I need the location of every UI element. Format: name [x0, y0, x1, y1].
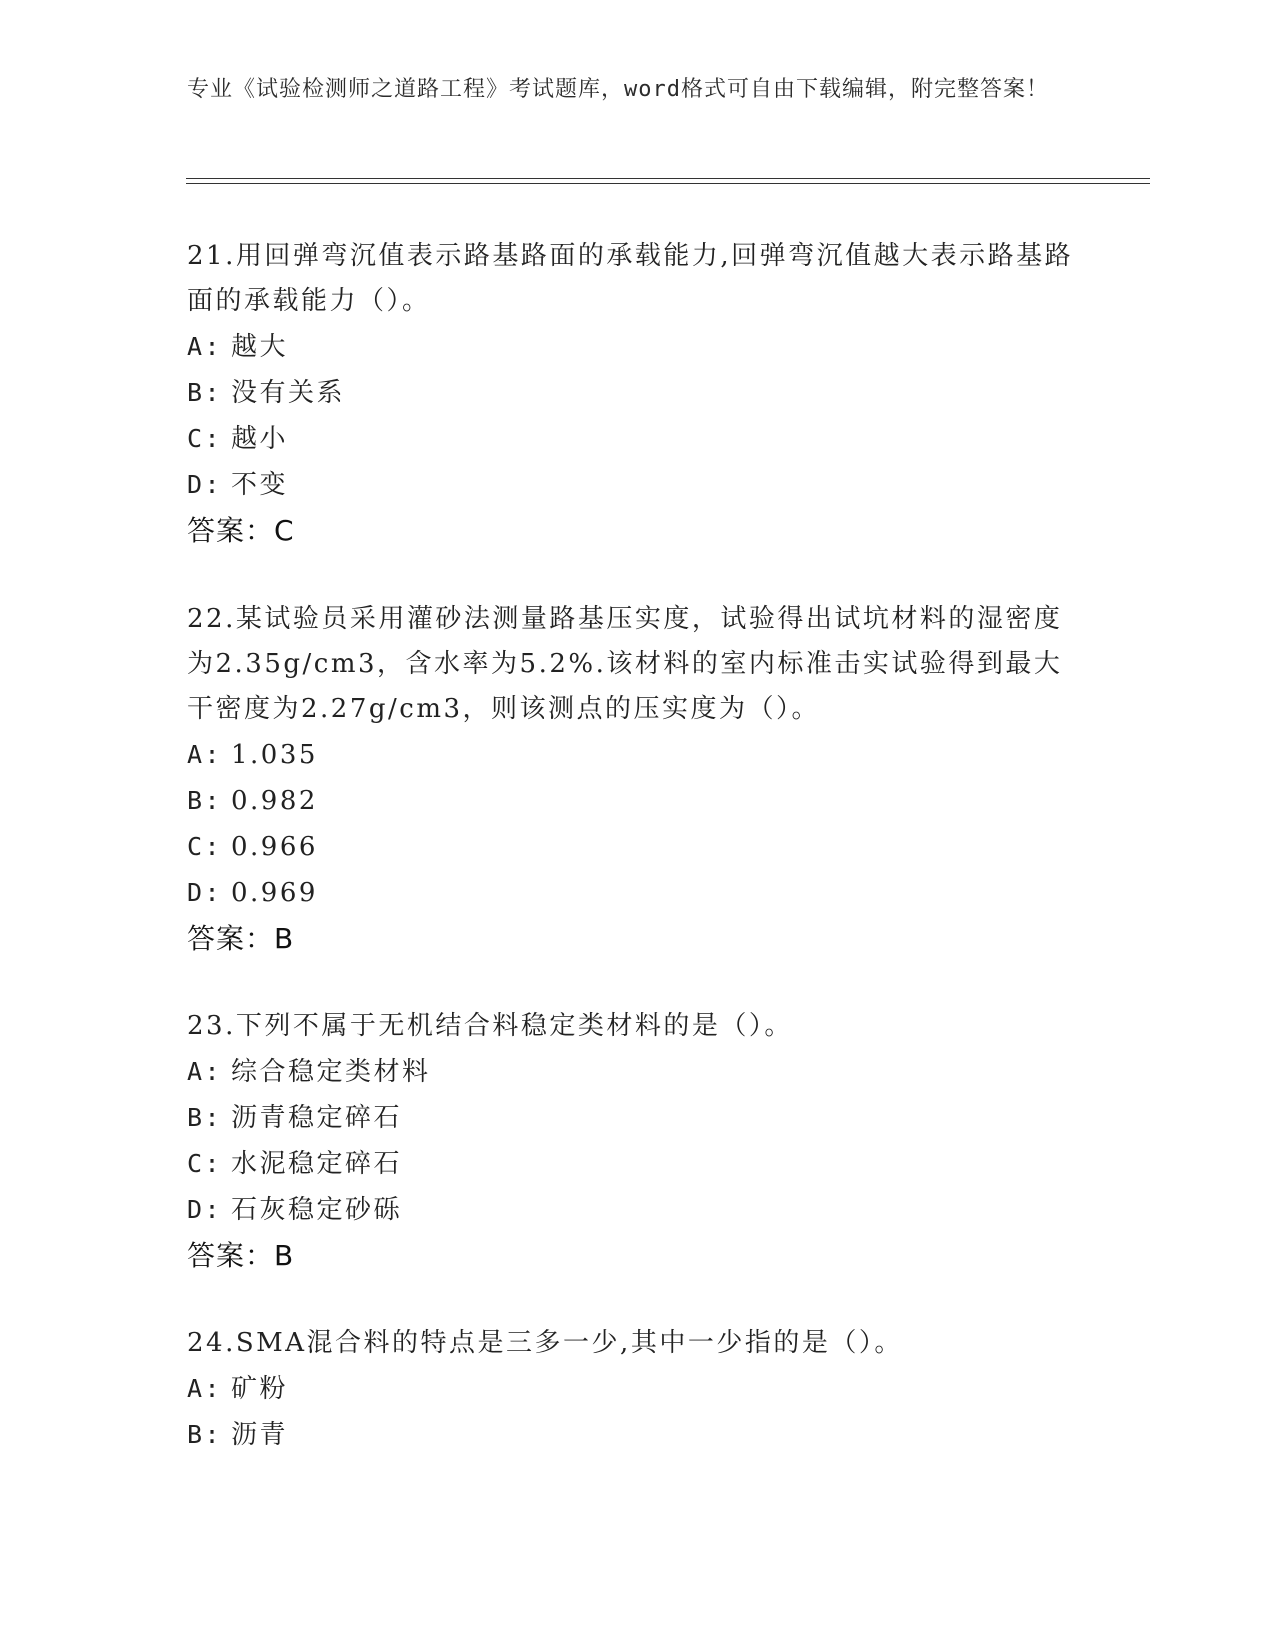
option-b	[187, 1412, 1087, 1458]
question-21	[187, 234, 1087, 554]
option-text: 没有关系	[231, 378, 346, 408]
option-letter: B:	[187, 378, 223, 407]
question-stem: 21.用回弹弯沉值表示路基路面的承载能力,回弹弯沉值越大表示路基路面的承载能力（）。	[187, 241, 1074, 316]
option-letter: A:	[187, 1057, 223, 1086]
option-letter: B:	[187, 1103, 223, 1132]
option-letter: C:	[187, 832, 223, 861]
question-stem: 24.SMA混合料的特点是三多一少,其中一少指的是（）。	[187, 1328, 903, 1358]
option-letter: D:	[187, 878, 223, 907]
document-header: 专业《试验检测师之道路工程》考试题库，word格式可自由下载编辑，附完整答案！	[187, 77, 1049, 102]
option-letter: C:	[187, 1149, 223, 1178]
option-a	[187, 732, 1087, 778]
question-22	[187, 597, 1087, 962]
option-text: 矿粉	[231, 1374, 289, 1404]
header-divider-bottom	[186, 183, 1150, 184]
option-text: 沥青稳定碎石	[231, 1103, 403, 1133]
option-letter: A:	[187, 740, 223, 769]
option-letter: A:	[187, 332, 223, 361]
option-a	[187, 1366, 1087, 1412]
question-stem: 23.下列不属于无机结合料稳定类材料的是（）。	[187, 1011, 793, 1041]
option-d	[187, 1187, 1087, 1233]
option-letter: A:	[187, 1374, 223, 1403]
option-letter: D:	[187, 470, 223, 499]
option-a	[187, 1049, 1087, 1095]
option-letter: D:	[187, 1195, 223, 1224]
question-23	[187, 1004, 1087, 1279]
answer-line: 答案：B	[187, 1239, 295, 1272]
option-b	[187, 778, 1087, 824]
option-letter: B:	[187, 1420, 223, 1449]
option-text: 不变	[231, 470, 289, 500]
option-text: 0.969	[231, 878, 318, 908]
question-24	[187, 1321, 1087, 1458]
option-letter: B:	[187, 786, 223, 815]
question-stem: 22.某试验员采用灌砂法测量路基压实度，试验得出试坑材料的湿密度为2.35g/cm3，含水率为5.2%.该材料的室内标准击实试验得到最大干密度为2.27g/cm3，则该测点的压实度为（）。	[187, 604, 1063, 724]
option-d	[187, 870, 1087, 916]
option-c	[187, 416, 1087, 462]
option-text: 综合稳定类材料	[231, 1057, 431, 1087]
option-text: 0.982	[231, 786, 318, 816]
option-a	[187, 324, 1087, 370]
option-c	[187, 1141, 1087, 1187]
answer-line: 答案：C	[187, 514, 295, 547]
option-text: 沥青	[231, 1420, 289, 1450]
option-b	[187, 370, 1087, 416]
option-text: 石灰稳定砂砾	[231, 1195, 403, 1225]
option-text: 越大	[231, 332, 289, 362]
option-text: 1.035	[231, 740, 318, 770]
option-c	[187, 824, 1087, 870]
option-d	[187, 462, 1087, 508]
header-divider-top	[186, 178, 1150, 179]
option-b	[187, 1095, 1087, 1141]
option-text: 0.966	[231, 832, 318, 862]
answer-line: 答案：B	[187, 922, 295, 955]
option-text: 水泥稳定碎石	[231, 1149, 403, 1179]
option-text: 越小	[231, 424, 289, 454]
option-letter: C:	[187, 424, 223, 453]
